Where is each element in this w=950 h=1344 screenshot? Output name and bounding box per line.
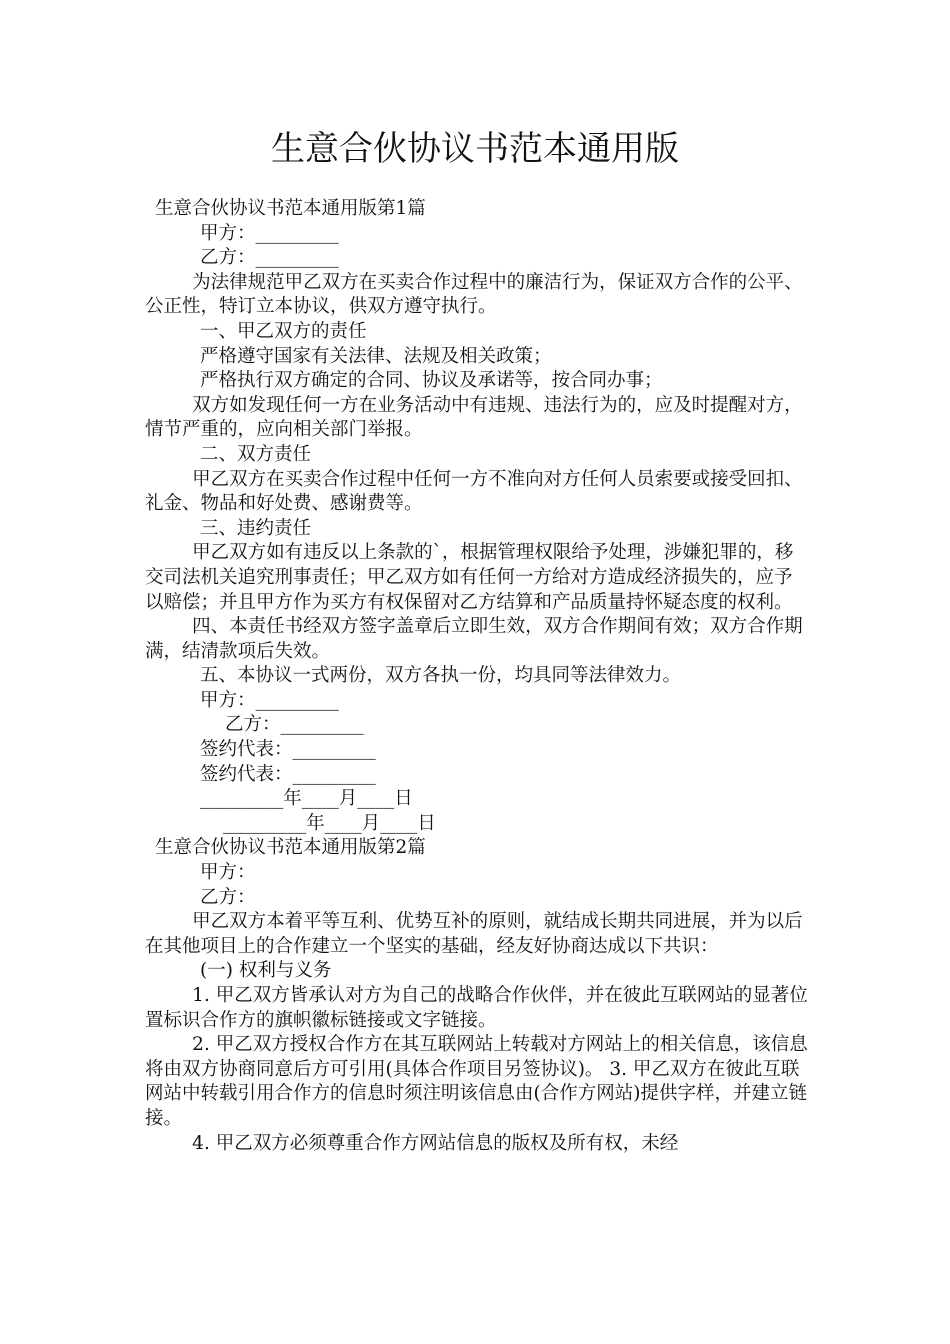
- signature-party-a: 甲方：_________: [200, 689, 339, 711]
- section2-heading: 生意合伙协议书范本通用版第2篇: [155, 837, 426, 859]
- document-title: 生意合伙协议书范本通用版: [271, 129, 679, 169]
- section2-intro: 甲乙双方本着平等互利、优势互补的原则，就结成长期共同进展，并为以后在其他项目上的合作建立一个坚实的基础，经友好协商达成以下共识：: [145, 911, 803, 957]
- section2-party-b: 乙方：: [200, 886, 256, 908]
- item2-title: 二、双方责任: [200, 443, 312, 465]
- document-body: [145, 197, 810, 1156]
- clause-2-3: 2. 甲乙双方授权合作方在其互联网站上转载对方网站上的相关信息，该信息将由双方协商同意后方可引用(具体合作项目另签协议)。 3. 甲乙双方在彼此互联网站中转载引用合作方的信息时须注明该信息由(合作方网站)提供字样，并建立链接。: [145, 1034, 808, 1129]
- item4-text: 四、本责任书经双方签字盖章后立即生效，双方合作期间有效；双方合作期满，结清款项后失效。: [145, 616, 803, 662]
- representative-a: 签约代表：_________: [200, 739, 376, 761]
- item2-text: 甲乙双方在买卖合作过程中任何一方不准向对方任何人员索要或接受回扣、礼金、物品和好处费、感谢费等。: [145, 468, 803, 515]
- item1-line2: 严格执行双方确定的合同、协议及承诺等，按合同办事；: [200, 370, 663, 392]
- item1-title: 一、甲乙双方的责任: [200, 320, 367, 342]
- date-line-a: _________年____月____日: [200, 788, 413, 810]
- date-line-b: _________年____月____日: [223, 812, 436, 834]
- rights-title: (一) 权利与义务: [200, 960, 332, 982]
- item3-text: 甲乙双方如有违反以上条款的`，根据管理权限给予处理，涉嫌犯罪的，移交司法机关追究刑事责任；甲乙双方如有任何一方给对方造成经济损失的，应予以赔偿；并且甲方作为买方有权保留对乙方结算和产品质量持怀疑态度的权利。: [145, 542, 794, 613]
- item5-text: 五、本协议一式两份，双方各执一份，均具同等法律效力。: [200, 665, 682, 687]
- signature-party-b: 乙方：_________: [225, 714, 364, 736]
- clause-1: 1. 甲乙双方皆承认对方为自己的战略合作伙伴，并在彼此互联网站的显著位置标识合作方的旗帜徽标链接或文字链接。: [145, 985, 808, 1031]
- item1-line1: 严格遵守国家有关法律、法规及相关政策；: [200, 345, 552, 367]
- section1-party-b: 乙方：_________: [200, 247, 339, 269]
- representative-b: 签约代表：_________: [200, 763, 376, 785]
- clause-4: 4. 甲乙双方必须尊重合作方网站信息的版权及所有权，未经: [192, 1132, 679, 1154]
- section2-party-a: 甲方：: [200, 862, 256, 884]
- item1-line3: 双方如发现任何一方在业务活动中有违规、违法行为的，应及时提醒对方，情节严重的，应向相关部门举报。: [145, 394, 803, 441]
- section1-intro: 为法律规范甲乙双方在买卖合作过程中的廉洁行为，保证双方合作的公平、公正性，特订立本协议，供双方遵守执行。: [145, 271, 803, 318]
- item3-title: 三、违约责任: [200, 517, 312, 539]
- section1-heading: 生意合伙协议书范本通用版第1篇: [155, 198, 426, 219]
- section1-party-a: 甲方：_________: [200, 222, 339, 244]
